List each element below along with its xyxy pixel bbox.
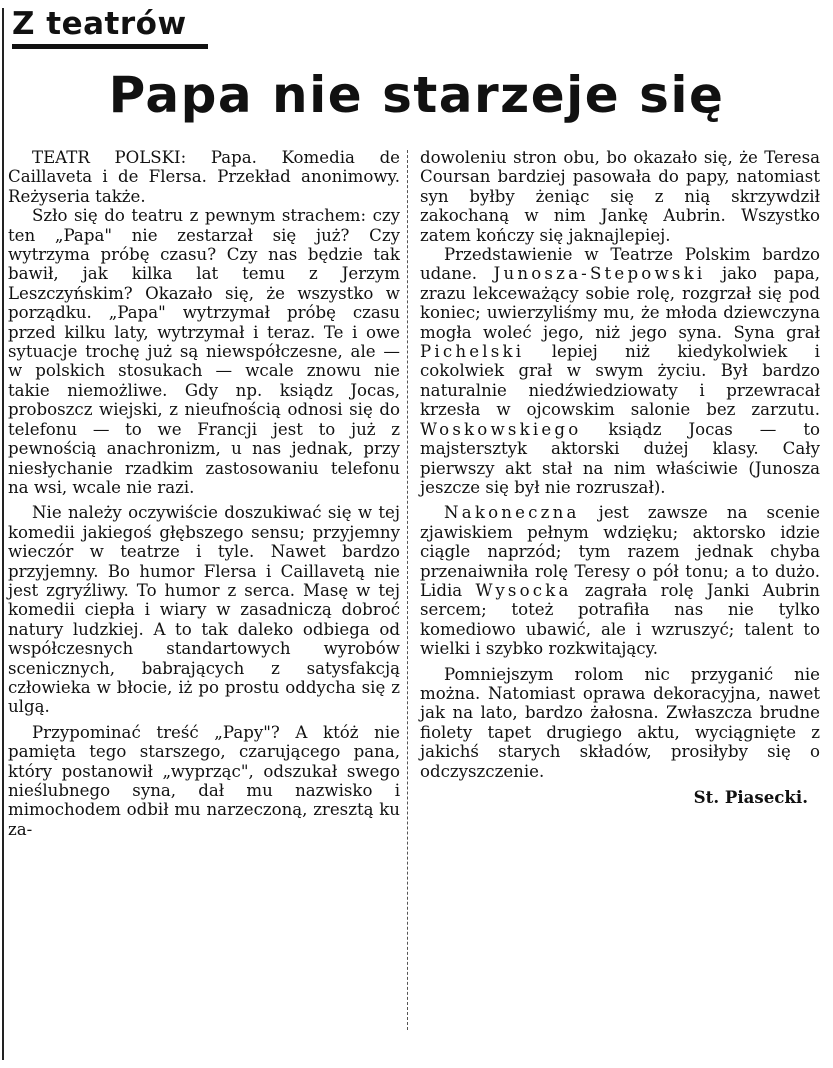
- paragraph-plot-continued: dowoleniu stron obu, bo okazało się, że Teresa Coursan bardziej pasowała do papy, natomiast syn byłby żeniąc się z nią skrzywdził zakochaną w nim Jankę Aubrin. Wszystko zatem kończy się jaknajlepiej.: [420, 148, 820, 245]
- left-border-rule: [2, 8, 4, 1060]
- actor-name: Pichelski: [420, 342, 525, 362]
- performance-text: lepiej niż kiedykolwiek i cokolwiek grał w swym życiu. Był bardzo naturalnie niedźwiedziowaty i przewracał krzesła w ojcowskim salonie bez zarzutu.: [420, 342, 820, 420]
- paragraph-actresses: [420, 503, 820, 658]
- paragraph-credits: [8, 148, 400, 206]
- performance-text: jako papa, zrazu lekceważący sobie rolę, rozgrzał się pod koniec; uwierzyliśmy mu, że młoda dziewczyna mogła woleć jego, niż jego syna. Syna grał: [420, 264, 820, 342]
- article-column-left: [8, 148, 400, 839]
- credits-text: Komedia de Caillaveta i de Flersa. Przekład anonimowy. Reżyseria także.: [8, 148, 401, 206]
- article-column-right: [420, 148, 820, 807]
- theatre-play-lead: TEATR POLSKI: Papa.: [32, 148, 257, 167]
- paragraph-humor: Nie należy oczywiście doszukiwać się w tej komedii jakiegoś głębszego sensu; przyjemny wieczór w teatrze i tyle. Nawet bardzo przyjemny. Bo humor Flersa i Caillavetą nie jest zgryźliwy. To humor z serca. Masę w tej komedii ciepła i wiary w zasadniczą dobroć natury ludzkiej. A to tak daleko odbiega od współczesnych standartowych wyrobów scenicznych, babrających z satysfakcją człowieka w błocie, iż po prostu oddycha się z ulgą.: [8, 503, 400, 717]
- actresses-text: jest zawsze na scenie zjawiskiem pełnym wdzięku; aktorsko idzie ciągle naprzód; tym razem jednak chyba przenaiwniła rolę Teresy o pół tonu; a to dużo. Lidia: [420, 503, 820, 600]
- performance-text: ksiądz Jocas — to majstersztyk aktorski dużej klasy. Cały pierwszy akt stał na nim właściwie (Junosza jeszcze się był nie rozruszał).: [420, 419, 820, 497]
- section-underline: [12, 44, 208, 49]
- actor-name: Nakoneczna: [444, 503, 580, 523]
- actor-name: Wysocka: [475, 580, 572, 600]
- actresses-text: zagrała rolę Janki Aubrin sercem; toteż potrafiła nas nie tylko komediowo ubawić, ale i wzruszyć; talent to wielki i szybko rozkwitający.: [420, 580, 820, 659]
- column-divider: [407, 150, 408, 1030]
- actor-name: Woskowskiego: [420, 419, 582, 439]
- paragraph-decorations: Pomniejszym rolom nic przyganić nie można. Natomiast oprawa dekoracyjna, nawet jak na lato, bardzo żałosna. Zwłaszcza brudne fiolety tapet drugiego aktu, wyciągnięte z jakichś starych składów, prosiłyby się o odczyszczenie.: [420, 664, 820, 781]
- paragraph-intro: Szło się do teatru z pewnym strachem: czy ten „Papa" nie zestarzał się już? Czy wytrzyma próbę czasu? Czy nas będzie tak bawił, jak kilka lat temu z Jerzym Leszczyńskim? Okazało się, że wszystko w porządku. „Papa" wytrzymał próbę czasu przed kilku laty, wytrzymał i teraz. Te i owe sytuacje trochę już są niewspółczesne, ale — w polskich stosukach — wcale znowu nie takie niemożliwe. Gdy np. ksiądz Jocas, proboszcz wiejski, z nieufnością odnosi się do telefonu — to we Francji jest to już z pewnością anachronizm, u nas jednak, przy niesłychanie rzadkim zastosowaniu telefonu na wsi, wcale nie razi.: [8, 206, 400, 497]
- section-label: Z teatrów: [12, 6, 187, 42]
- author-signature: St. Piasecki.: [693, 787, 808, 807]
- paragraph-performance: [420, 245, 820, 497]
- performance-text: Przedstawienie w Teatrze Polskim bardzo udane.: [420, 245, 820, 284]
- headline: Papa nie starzeje się: [108, 66, 725, 124]
- actor-name: Junosza-Stepowski: [493, 264, 706, 284]
- paragraph-plot: Przypominać treść „Papy"? A któż nie pamięta tego starszego, czarującego pana, który postanowił „wyprząc", odszukał swego nieślubnego syna, dał mu nazwisko i mimochodem odbił mu narzeczoną, zresztą ku za-: [8, 722, 400, 839]
